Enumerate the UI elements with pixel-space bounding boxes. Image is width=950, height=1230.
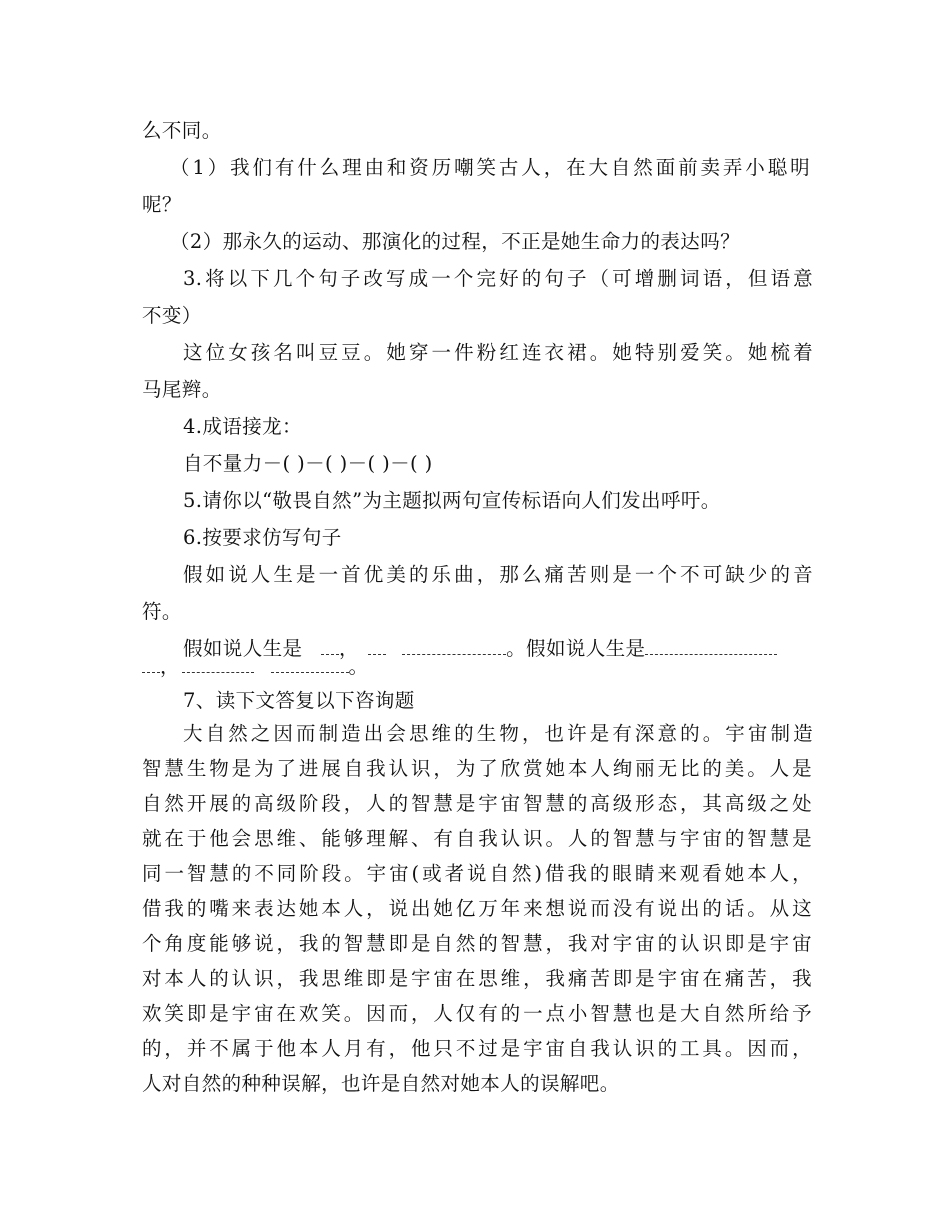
text-segment: ， (160, 655, 180, 678)
fill-in-line (142, 652, 812, 682)
text-line: 个角度能够说，我的智慧即是自然的智慧，我对宇宙的认识即是宇宙 (142, 932, 812, 955)
text-line: 的，并不属于他本人月有，他只不过是宇宙自我认识的工具。因而， (142, 1037, 812, 1060)
text-line: 呢？ (142, 193, 182, 216)
text-line: （2）那永久的运动、那演化的过程，不正是她生命力的表达吗？ (170, 230, 741, 253)
text-line: 这位女孩名叫豆豆。她穿一件粉红连衣裙。她特别爱笑。她梳着 (183, 341, 813, 364)
text-line: 对本人的认识，我思维即是宇宙在思维，我痛苦即是宇宙在痛苦，我 (142, 967, 812, 990)
text-segment: 。假如说人生是 (506, 637, 646, 660)
text-line: 自不量力－( )－( )－( )－( ) (183, 452, 433, 475)
text-line: 借我的嘴来表达她本人，说出她亿万年来想说而没有说出的话。从这 (142, 897, 812, 920)
answer-blank[interactable] (142, 654, 160, 673)
text-segment: 。 (348, 655, 369, 678)
text-line: 7、读下文答复以下咨询题 (183, 689, 415, 712)
text-line: 自然开展的高级阶段，人的智慧是宇宙智慧的高级形态，其高级之处 (142, 792, 812, 815)
text-line: 3.将以下几个句子改写成一个完好的句子（可增删词语，但语意 (183, 267, 813, 290)
text-line: 智慧生物是为了进展自我认识，为了欣赏她本人绚丽无比的美。人是 (142, 757, 812, 780)
text-line: 大自然之因而制造出会思维的生物，也许是有深意的。宇宙制造 (183, 722, 813, 745)
answer-blank[interactable] (182, 654, 254, 673)
text-line: 4.成语接龙： (183, 415, 302, 438)
text-line: 同一智慧的不同阶段。宇宙(或者说自然)借我的眼睛来观看她本人， (142, 862, 812, 885)
text-segment: 假如说人生是 (183, 637, 303, 660)
text-line: 5.请你以“敬畏自然”为主题拟两句宣传标语向人们发出呼吁。 (183, 489, 721, 512)
text-line: 不变） (142, 304, 202, 327)
text-line: （1）我们有什么理由和资历嘲笑古人，在大自然面前卖弄小聪明 (170, 156, 810, 179)
text-line: 符。 (142, 600, 182, 623)
text-line: 么不同。 (142, 119, 222, 142)
text-line: 欢笑即是宇宙在欢笑。因而，人仅有的一点小智慧也是大自然所给予 (142, 1002, 812, 1025)
text-line: 6.按要求仿写句子 (183, 526, 342, 549)
text-segment: ， (339, 637, 359, 660)
text-line: 人对自然的种种误解，也许是自然对她本人的误解吧。 (142, 1072, 620, 1095)
text-line: 假如说人生是一首优美的乐曲，那么痛苦则是一个不可缺少的音 (183, 563, 813, 586)
answer-blank[interactable] (271, 654, 349, 673)
text-line: 马尾辫。 (142, 378, 222, 401)
text-line: 就在于他会思维、能够理解、有自我认识。人的智慧与宇宙的智慧是 (142, 827, 812, 850)
